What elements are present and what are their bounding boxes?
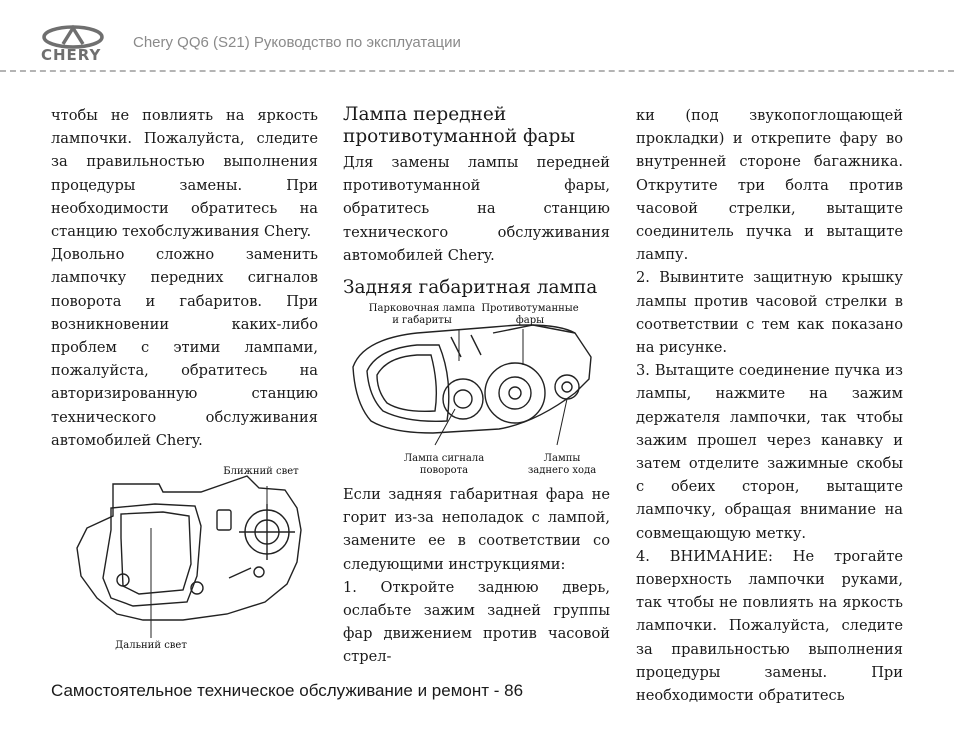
paragraph: Для замены лампы передней противотуманной фары, обратитесь на станцию технического обслуживания автомобилей Chery. <box>343 154 610 264</box>
paragraph: Довольно сложно заменить лампочку передних сигналов поворота и габаритов. При возникновении каких-либо проблем с этими лампами, пожалуйста, обратитесь на авторизированную станцию технического обслуживания автомобилей Chery. <box>51 246 318 449</box>
headlamp-drawing <box>51 468 318 664</box>
document-title: Chery QQ6 (S21) Руководство по эксплуатации <box>133 34 461 51</box>
section-heading-rear-lamp: Задняя габаритная лампа <box>343 277 598 299</box>
fog-lamp-label <box>475 303 585 327</box>
reverse-lamp-label <box>507 453 617 477</box>
turn-signal-label-line-2: поворота <box>419 465 469 477</box>
high-beam-label: Дальний свет <box>115 640 187 652</box>
paragraph: 2. Вывинтите защитную крышку лампы против часовой стрелки в соответствии с тем как показано на рисунке. <box>636 269 903 357</box>
rear-lamp-figure <box>343 305 610 483</box>
turn-signal-label-line-1: Лампа сигнала <box>403 453 485 465</box>
headlamp-figure <box>51 468 318 664</box>
paragraph: 4. ВНИМАНИЕ: Не трогайте поверхность лампочки руками, так чтобы не повлиять на яркость лампочки. Пожалуйста, следите за правильностью выполнения процедуры замены. При необходимости обратитесь <box>636 547 903 705</box>
column-1 <box>51 104 318 664</box>
header-divider <box>0 70 954 72</box>
paragraph: 1. Откройте заднюю дверь, ослабьте зажим задней группы фар движением против часовой стрел- <box>343 578 610 666</box>
parking-lamp-label <box>367 303 477 327</box>
logo-wordmark: CHERY <box>41 46 102 64</box>
parking-lamp-label-line-1: Парковочная лампа <box>368 303 476 315</box>
section-heading-fog-lamp: Лампа передней противотуманной фары <box>343 104 576 147</box>
page-footer: Самостоятельное техническое обслуживание и ремонт - 86 <box>51 681 524 700</box>
paragraph: ки (под звукопоглощающей прокладки) и открепите фару во внутренней стороне багажника. Открутите три болта против часовой стрелки, вытащите соединитель пучка и вытащите лампу. <box>636 107 903 264</box>
paragraph: 3. Вытащите соединение пучка из лампы, нажмите на зажим держателя лампочки, так чтобы зажим прошел через канавку и затем отделите зажимные скобы с обеих сторон, вытащите лампочку, обращая внимание на совмещающую метку. <box>636 362 903 542</box>
fog-lamp-label-line-2: фары <box>515 315 545 327</box>
turn-signal-label <box>389 453 499 477</box>
reverse-lamp-label-line-1: Лампы <box>543 453 581 465</box>
fog-lamp-label-line-1: Противотуманные <box>481 303 579 315</box>
low-beam-label: Ближний свет <box>223 466 299 478</box>
parking-lamp-label-line-2: и габариты <box>392 315 452 327</box>
column-2 <box>343 104 610 669</box>
paragraph: чтобы не повлиять на яркость лампочки. Пожалуйста, следите за правильностью выполнения процедуры замены. При необходимости обратитесь на станцию техобслуживания Chery. <box>51 107 318 241</box>
column-3 <box>636 104 903 707</box>
paragraph: Если задняя габаритная фара не горит из-за неполадок с лампой, замените ее в соответствии со следующими инструкциями: <box>343 486 610 573</box>
reverse-lamp-label-line-2: заднего хода <box>527 465 597 477</box>
